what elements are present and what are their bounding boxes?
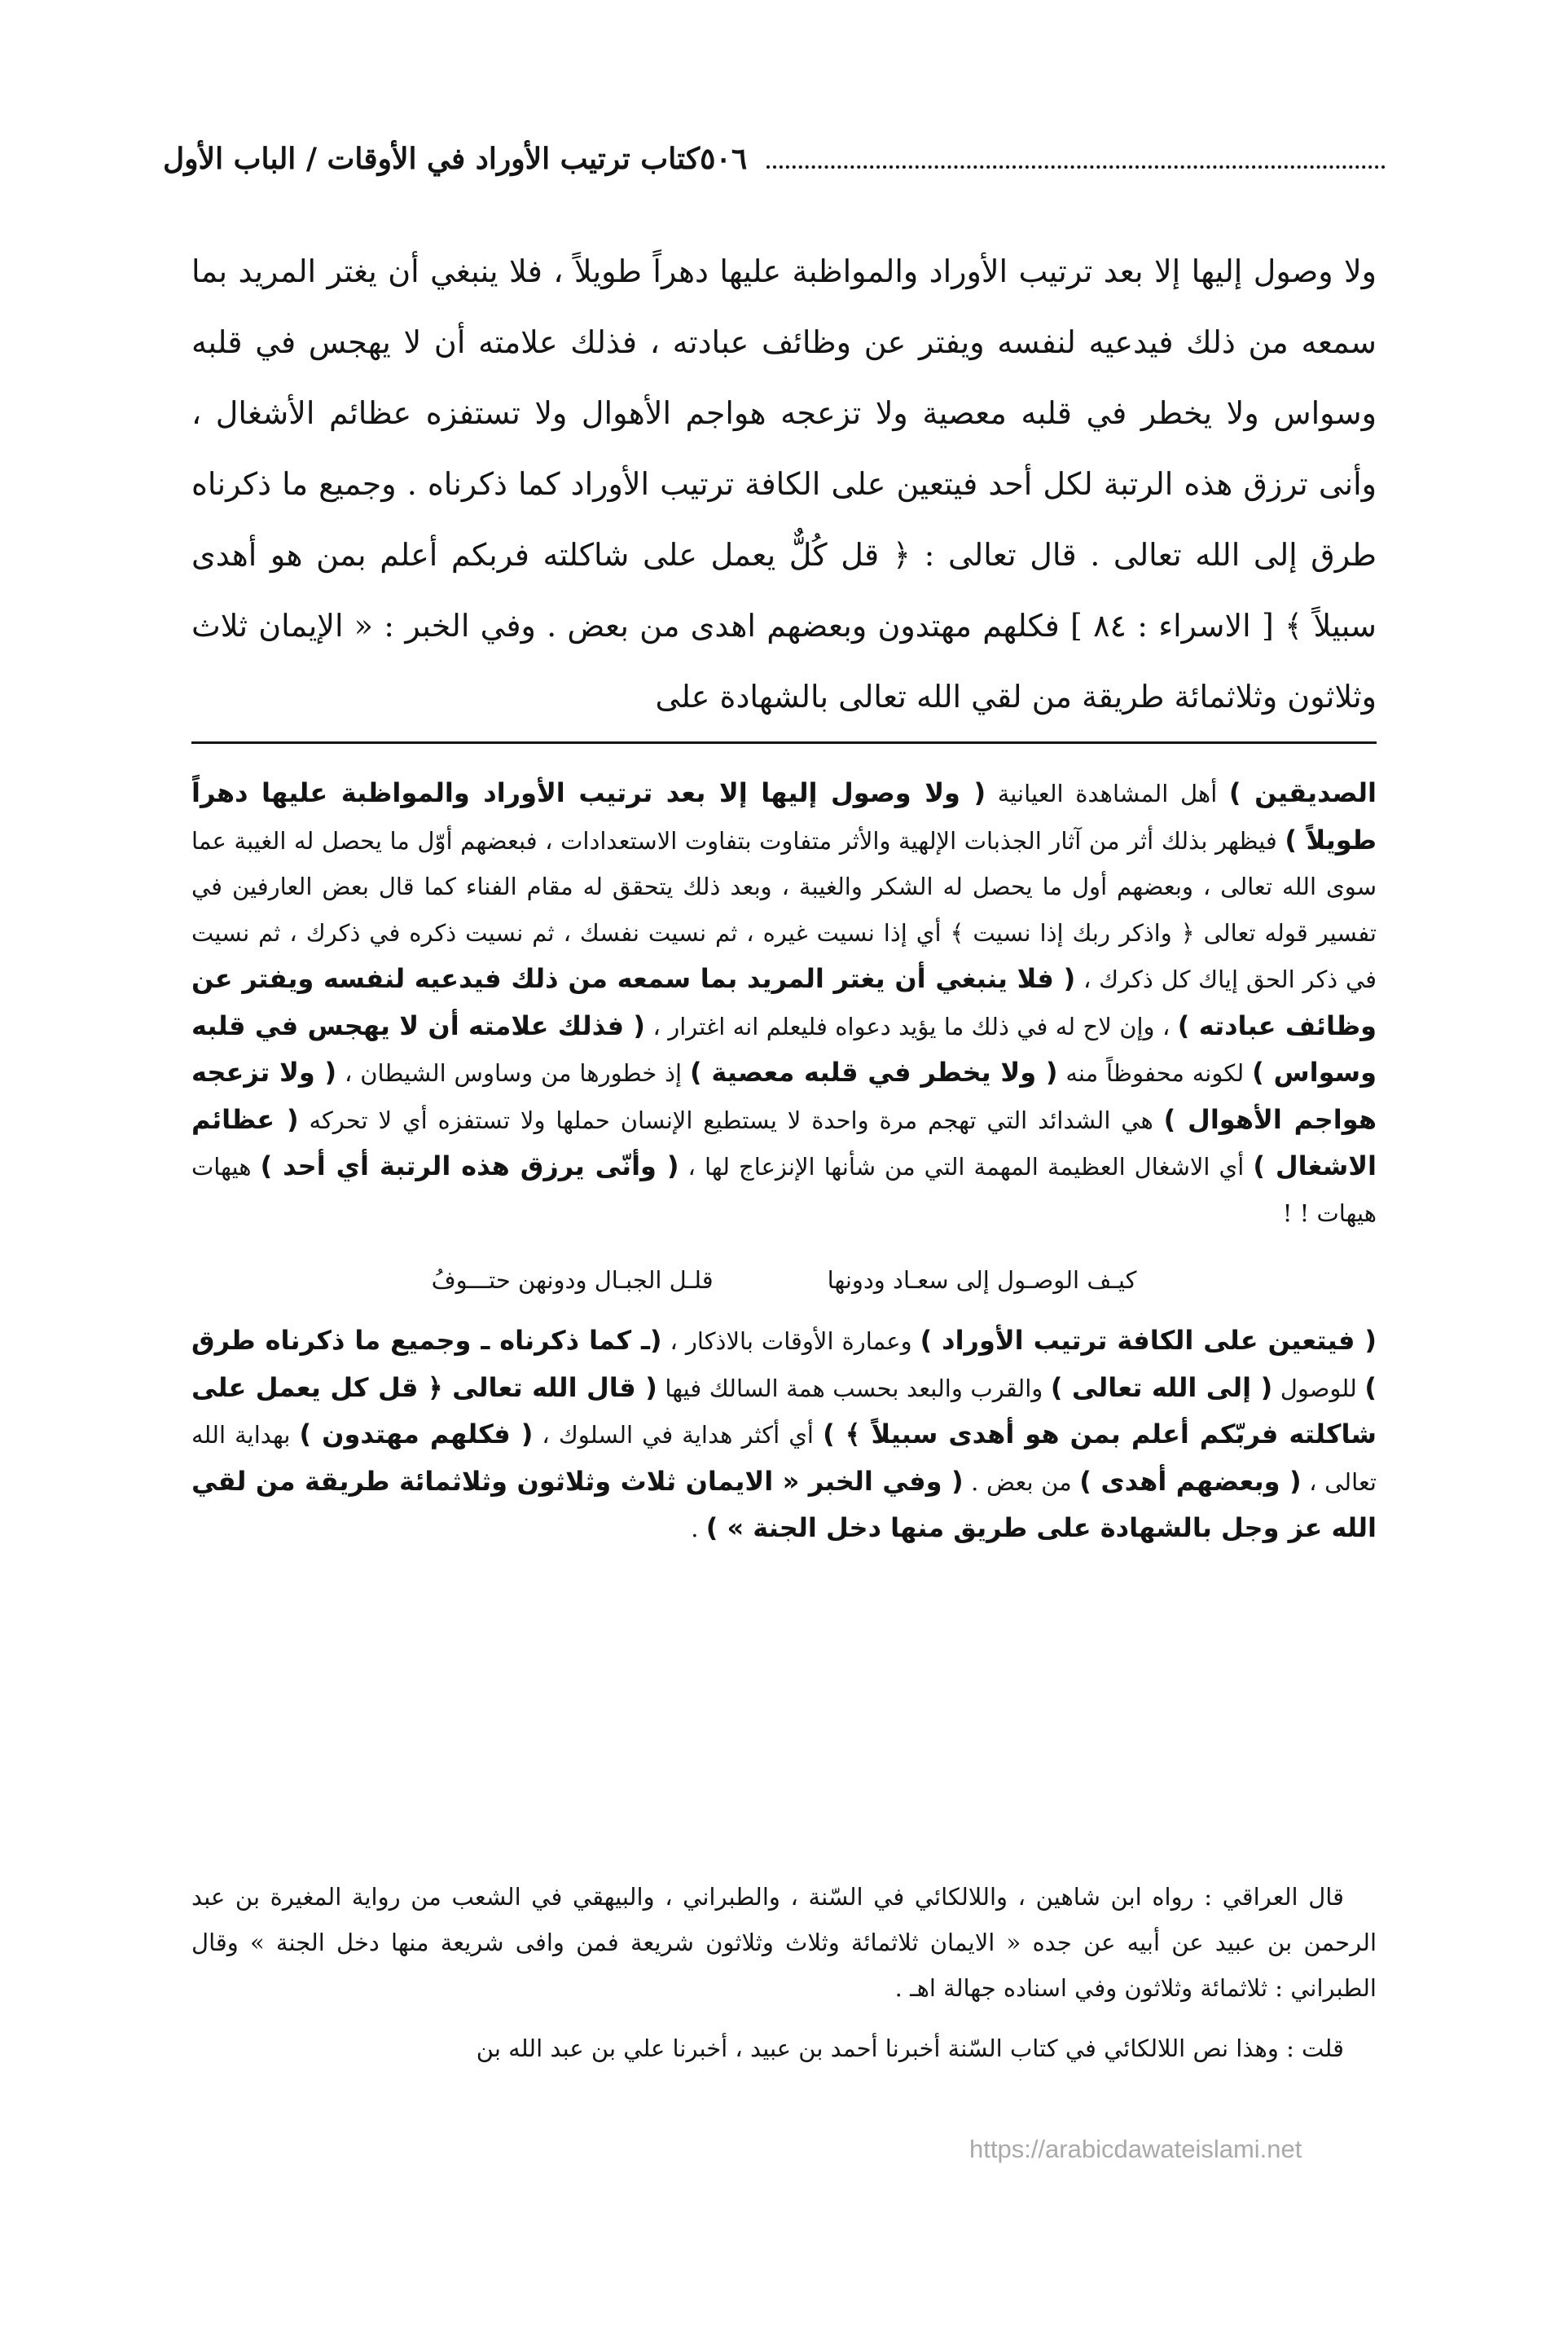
commentary-quoted-text: ( فيتعين على الكافة ترتيب الأوراد ) [920, 1325, 1377, 1356]
commentary-quoted-text: ( فلا ينبغي أن يغتر المريد بما سمعه من ذلك فيدعيه لنفسه ويفتر عن وظائف عبادته ) [191, 963, 1377, 1041]
commentary-quoted-text: الصديقين ) [1228, 777, 1377, 808]
header-title: كتاب ترتيب الأوراد في الأوقات / الباب الأول [163, 142, 701, 176]
commentary-quoted-text: ( وبعضهم أهدى ) [1079, 1465, 1302, 1497]
commentary-quoted-text: ( وأنّى يرزق هذه الرتبة أي أحد ) [260, 1150, 679, 1181]
commentary-text: وعمارة الأوقات بالاذكار ، [661, 1327, 920, 1355]
commentary-paragraph-2 [191, 1317, 1377, 1552]
commentary-quoted-text: ( وفي الخبر « الايمان ثلاث وثلاثون وثلاثمائة طريقة من لقي الله عز وجل بالشهادة على طريق منها دخل الجنة » ) [191, 1465, 1377, 1543]
commentary-text: هيهات هيهات ! ! [191, 1153, 1377, 1227]
running-header [163, 130, 1405, 187]
commentary-quoted-text: ( عظائم الاشغال ) [191, 1103, 1377, 1181]
header-dotted-leader [766, 165, 1386, 169]
commentary-quoted-text: ( ولا تزعجه هواجم الأهوال ) [191, 1057, 1377, 1135]
commentary-text: أهل المشاهدة العيانية [986, 780, 1229, 807]
verse-first-hemistich: كيـف الوصـول إلى سعـاد ودونها [827, 1266, 1137, 1294]
commentary-quoted-text: ( فكلهم مهتدون ) [299, 1419, 534, 1449]
main-text-block [191, 236, 1377, 732]
poetry-verse [191, 1256, 1377, 1304]
commentary-text: ، وإن لاح له في ذلك ما يؤيد دعواه فليعلم انه اغترار ، [645, 1012, 1178, 1040]
commentary-text: بهداية الله تعالى ، [191, 1421, 1377, 1496]
commentary-text: لكونه محفوظاً منه [1057, 1059, 1253, 1087]
commentary-quoted-text: ( ولا وصول إليها إلا بعد ترتيب الأوراد والمواظبة عليها دهراً طويلاً ) [191, 777, 1377, 856]
commentary-text: فيظهر بذلك أثر من آثار الجذبات الإلهية والأثر متفاوت بتفاوت الاستعدادات ، فبعضهم أوّل ما يحصل له الغيبة عما سوى الله تعالى ، وبعضهم أول ما يحصل له الشكر والغيبة ، وبعد ذلك يتحقق له مقام الفناء كما قال بعض العارفين في تفسير قوله تعالى ﴿ واذكر ربك إذا نسيت ﴾ أي إذا نسيت غيره ، ثم نسيت نفسك ، ثم نسيت ذكره في ذكرك ، ثم نسيت في ذكر الحق إياك كل ذكرك ، [191, 826, 1377, 993]
main-text-paragraph: ولا وصول إليها إلا بعد ترتيب الأوراد والمواظبة عليها دهراً طويلاً ، فلا ينبغي أن يغتر المريد بما سمعه من ذلك فيدعيه لنفسه ويفتر عن وظائف عبادته ، فذلك علامته أن لا يهجس في قلبه وسواس ولا يخطر في قلبه معصية ولا تزعجه هواجم الأهوال ولا تستفزه عظائم الأشغال ، وأنى ترزق هذه الرتبة لكل أحد فيتعين على الكافة ترتيب الأوراد كما ذكرناه . وجميع ما ذكرناه طرق إلى الله تعالى . قال تعالى : ﴿ قل كُلٌّ يعمل على شاكلته فربكم أعلم بمن هو أهدى سبيلاً ﴾ [ الاسراء : ٨٤ ] فكلهم مهتدون وبعضهم اهدى من بعض . وفي الخبر : « الإيمان ثلاث وثلاثون وثلاثمائة طريقة من لقي الله تعالى بالشهادة على [191, 253, 1377, 715]
commentary-text: . [691, 1515, 706, 1542]
commentary-text: إذ خطورها من وساوس الشيطان ، [336, 1059, 690, 1087]
commentary-text: هي الشدائد التي تهجم مرة واحدة لا يستطيع الإنسان حملها ولا تستفزه أي لا تحركه [298, 1106, 1164, 1134]
commentary-text: للوصول [1272, 1374, 1365, 1402]
verse-second-hemistich: قلـل الجبـال ودونهن حتـــوفُ [431, 1266, 714, 1294]
commentary-quoted-text: (ـ كما ذكرناه ـ وجميع ما ذكرناه طرق ) [191, 1325, 1377, 1403]
commentary-block [191, 770, 1377, 1552]
commentary-paragraph-1 [191, 770, 1377, 1236]
watermark-url: https://arabicdawateislami.net [969, 2135, 1302, 2163]
separator-line [191, 741, 1377, 744]
commentary-text: أي الاشغال العظيمة المهمة التي من شأنها الإنزعاج لها ، [679, 1153, 1254, 1181]
commentary-quoted-text: ( فذلك علامته أن لا يهجس في قلبه وسواس ) [191, 1010, 1377, 1088]
commentary-text: والقرب والبعد بحسب همة السالك فيها [657, 1374, 1051, 1402]
commentary-text: من بعض . [963, 1467, 1080, 1496]
footnote-paragraph-1: قال العراقي : رواه ابن شاهين ، واللالكائي في السّنة ، والطبراني ، والبيهقي في الشعب من رواية المغيرة بن عبد الرحمن بن عبيد عن أبيه عن جده « الايمان ثلاثمائة وثلاث وثلاثون شريعة فمن وافى شريعة منها دخل الجنة » وقال الطبراني : ثلاثمائة وثلاثون وفي اسناده جهالة اهـ . [191, 1883, 1377, 2002]
footnote-paragraph-2: قلت : وهذا نص اللالكائي في كتاب السّنة أخبرنا أحمد بن عبيد ، أخبرنا علي بن عبد الله بن [476, 2034, 1344, 2062]
commentary-quoted-text: ( ولا يخطر في قلبه معصية ) [689, 1057, 1058, 1088]
commentary-quoted-text: ( قال الله تعالى ﴿ قل كل يعمل على شاكلته فربّكم أعلم بمن هو أهدى سبيلاً ﴾ ) [191, 1371, 1377, 1449]
commentary-text: أي أكثر هداية في السلوك ، [533, 1421, 824, 1449]
commentary-quoted-text: ( إلى الله تعالى ) [1050, 1371, 1273, 1403]
footnote-block [191, 1874, 1377, 2071]
page-number: ٥٠٦ [700, 142, 748, 176]
